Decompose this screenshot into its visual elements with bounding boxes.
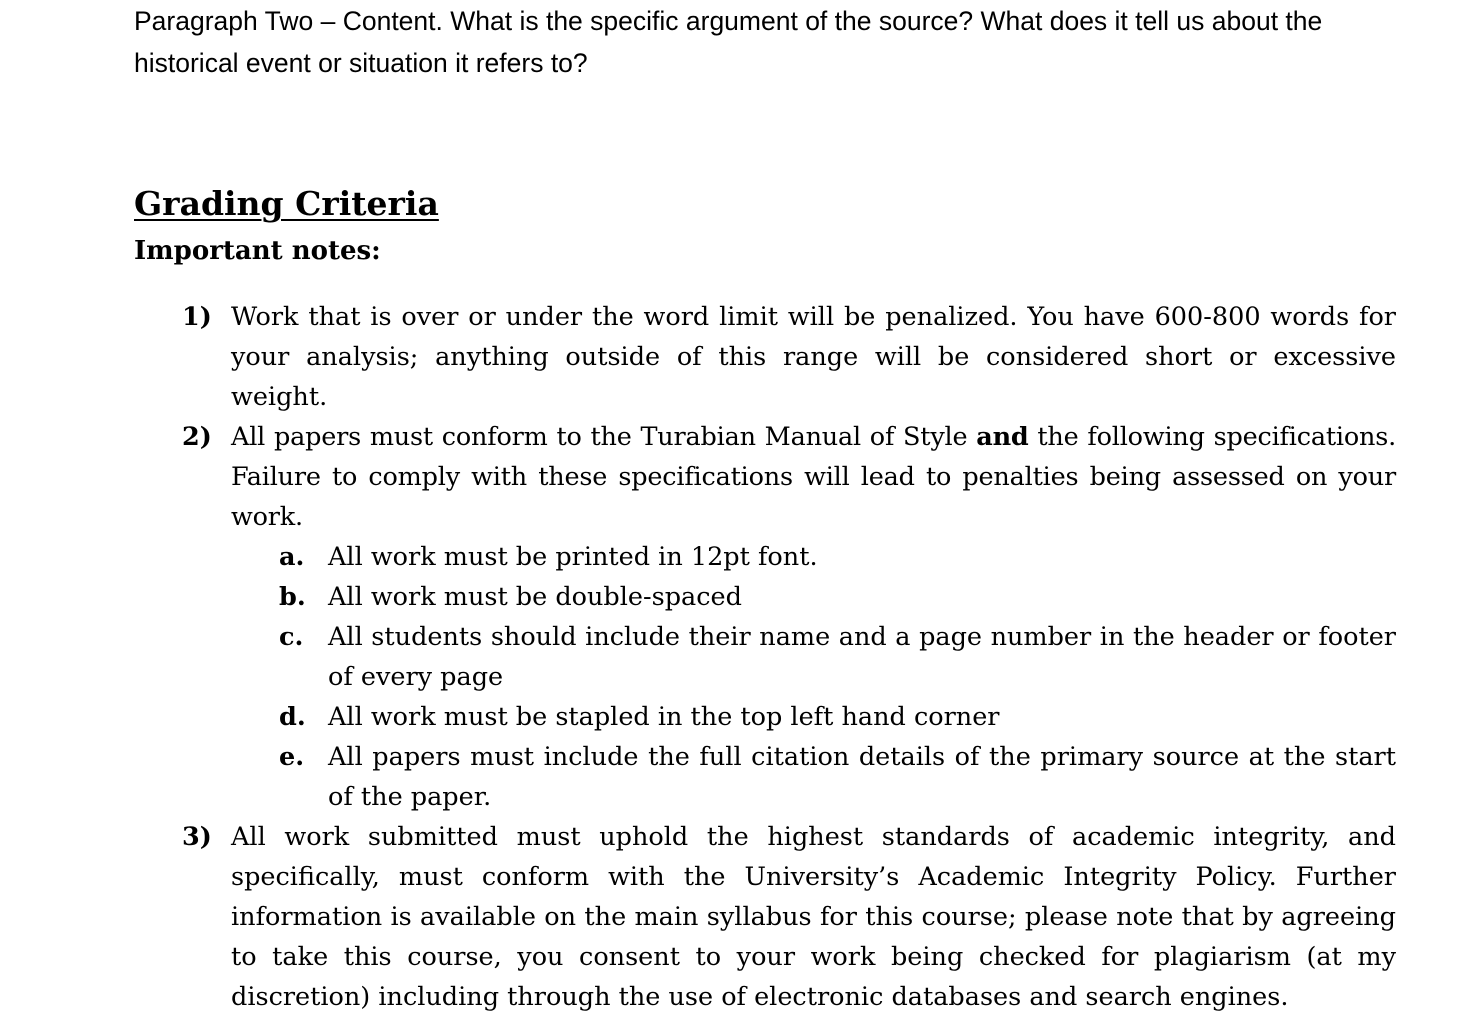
subitem-text: All work must be stapled in the top left hand corner: [328, 702, 1000, 732]
note-number: 2): [182, 422, 212, 452]
note-text-before: All papers must conform to the Turabian Manual of Style: [231, 422, 977, 452]
note-item-2: [134, 417, 1396, 537]
subitem-d: [134, 697, 1396, 737]
note-text-after: the following specifications. Failure to comply with these specifications will lead to penalties being assessed on your work.: [231, 422, 1396, 532]
subitem-text: All work must be double-spaced: [328, 582, 742, 612]
subitem-letter: e.: [279, 742, 305, 772]
subitem-a: [134, 537, 1396, 577]
note-number: 3): [182, 822, 212, 852]
note-text: Work that is over or under the word limit will be penalized. You have 600-800 words for your analysis; anything outside of this range will be considered short or excessive weight.: [231, 302, 1396, 412]
important-notes-list: [134, 297, 1396, 1017]
subitem-c: [134, 617, 1396, 697]
subitem-letter: a.: [279, 542, 305, 572]
subitem-letter: b.: [279, 582, 306, 612]
note-text: [231, 417, 1396, 537]
subitem-e: [134, 737, 1396, 817]
subitem-b: [134, 577, 1396, 617]
subitem-text: All papers must include the full citation details of the primary source at the start of the paper.: [328, 742, 1396, 812]
grading-criteria-heading: Grading Criteria: [134, 184, 439, 223]
note-text: All work submitted must uphold the highest standards of academic integrity, and specifically, must conform with the University’s Academic Integrity Policy. Further information is available on the main syllabus for this course; please note that by agreeing to take this course, you consent to your work being checked for plagiarism (at my discretion) including through the use of electronic databases and search engines.: [231, 822, 1396, 1012]
paragraph-two-instructions: Paragraph Two – Content. What is the specific argument of the source? What does it tell us about the historical event or situation it refers to?: [134, 6, 1323, 78]
subitem-text: All work must be printed in 12pt font.: [328, 542, 818, 572]
subitem-letter: c.: [279, 622, 304, 652]
note-item-1: [134, 297, 1396, 417]
subitem-text: All students should include their name and a page number in the header or footer of every page: [328, 622, 1396, 692]
subitem-letter: d.: [279, 702, 306, 732]
important-notes-title: Important notes:: [134, 236, 381, 266]
note-number: 1): [182, 302, 212, 332]
note-text-emphasis: and: [976, 422, 1029, 452]
note-item-3: [134, 817, 1396, 1017]
